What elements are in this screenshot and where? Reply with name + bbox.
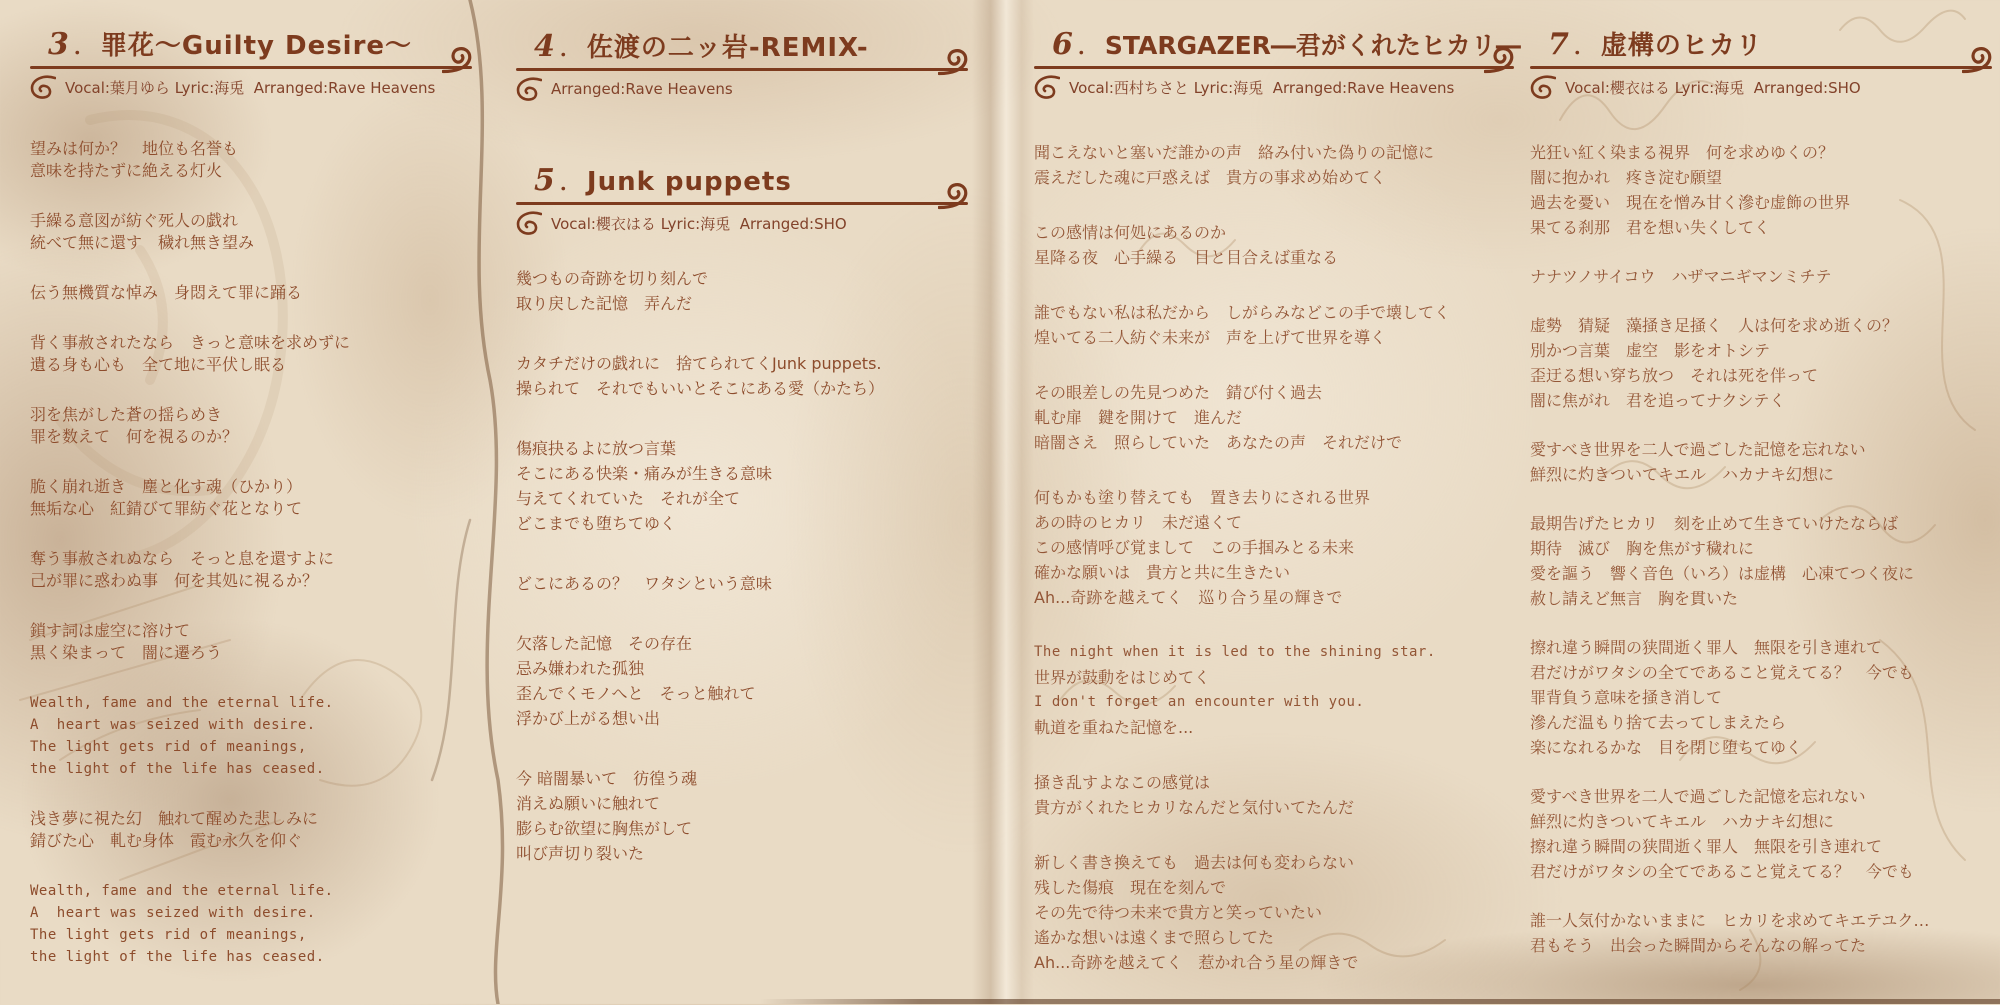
stanza (1034, 850, 1514, 975)
stanza (1034, 220, 1514, 270)
lyric-line: 貴方がくれたヒカリなんだと気付いてたんだ (1034, 798, 1355, 817)
stanza (1530, 264, 1992, 289)
stanza (1530, 635, 1992, 760)
lyric-line: 脆く崩れ逝き 塵と化す魂（ひかり） (30, 477, 303, 496)
column-track-7 (1530, 27, 1992, 982)
lyric-line: 与えてくれていた それが全て (516, 489, 741, 508)
lyric-line: 最期告げたヒカリ 刻を止めて生きていけたならば (1530, 514, 1899, 533)
track-title-text: Junk puppets (586, 167, 792, 197)
lyric-line: 果てる刹那 君を想い失くしてく (1530, 218, 1771, 237)
column-track-3 (30, 27, 472, 996)
lyric-line: 伝う無機質な悼み 身悶えて罪に踊る (30, 283, 303, 302)
stanza (30, 548, 472, 592)
number-separator: ． (1077, 35, 1101, 60)
lyric-line: A heart was seized with desire. (30, 717, 316, 733)
scan-edge-shadow (0, 999, 2000, 1004)
lyric-line: 世界が鼓動をはじめてく (1034, 668, 1211, 687)
lyric-line: 過去を憂い 現在を憎み甘く滲む虚飾の世界 (1530, 193, 1851, 212)
lyric-line: 掻き乱すよなこの感覚は (1034, 773, 1211, 792)
spiral-ornament-icon (516, 76, 542, 102)
lyric-line: 聞こえないと塞いだ誰かの声 絡み付いた偽りの記憶に (1034, 143, 1435, 162)
spiral-ornament-icon (938, 48, 972, 82)
stanza (1530, 784, 1992, 884)
lyric-line: 浅き夢に視た幻 触れて醒めた悲しみに (30, 809, 319, 828)
spiral-ornament-icon (516, 210, 542, 236)
lyric-line: 君もそう 出会った瞬間からそんなの解ってた (1530, 936, 1867, 955)
number-separator: ． (1573, 35, 1597, 60)
lyric-line: 闇に抱かれ 疼き淀む願望 (1530, 168, 1723, 187)
lyric-line: 愛すべき世界を二人で過ごした記憶を忘れない (1530, 440, 1866, 459)
track-credits-text: Vocal:櫻衣はる Lyric:海兎 Arranged:SHO (551, 214, 847, 233)
stanza (30, 692, 472, 780)
lyric-line: この感情呼び覚まして この手掴みとる未来 (1034, 538, 1355, 557)
spiral-ornament-icon (1034, 74, 1060, 100)
track-title (516, 163, 968, 202)
stanza (30, 808, 472, 852)
lyric-line: 闇に焦がれ 君を追ってナクシテく (1530, 391, 1786, 410)
stanza (1034, 640, 1514, 740)
lyric-line: この感情は何処にあるのか (1034, 223, 1227, 242)
lyric-line: 確かな願いは 貴方と共に生きたい (1034, 563, 1291, 582)
lyric-line: 遺る身も心も 全て地に平伏し眠る (30, 355, 287, 374)
lyric-line: 操られて それでもいいとそこにある愛（かたち） (516, 379, 885, 398)
stanza (1530, 908, 1992, 958)
track-title-text: 佐渡の二ッ岩-REMIX- (586, 33, 869, 63)
stanza (516, 631, 968, 731)
lyric-line: 己が罪に惑わぬ事 何を其処に視るか？ (30, 571, 319, 590)
lyric-line: 傷痕抉るよに放つ言葉 (516, 439, 677, 458)
lyric-line: 欠落した記憶 その存在 (516, 634, 693, 653)
stanza (516, 266, 968, 316)
lyric-line: 手繰る意図が紡ぐ死人の戯れ (30, 211, 239, 230)
lyric-line: 鮮烈に灼きついてキエル ハカナキ幻想に (1530, 465, 1835, 484)
lyric-line: カタチだけの戯れに 捨てられてくJunk puppets. (516, 354, 882, 373)
lyric-line: どこにあるの？ ワタシという意味 (516, 574, 772, 593)
lyric-line: 軋む扉 鍵を開けて 進んだ (1034, 408, 1243, 427)
lyric-line: 膨らむ欲望に胸焦がして (516, 819, 693, 838)
lyric-line: 無垢な心 紅錆びて罪紡ぐ花となりて (30, 499, 303, 518)
lyric-line: 楽になれるかな 目を閉じ堕ちてゆく (1530, 738, 1802, 757)
stanza (1530, 313, 1992, 413)
lyric-line: the light of the life has ceased. (30, 949, 325, 965)
lyric-line: Wealth, fame and the eternal life. (30, 883, 334, 899)
lyric-line: 羽を焦がした蒼の揺らめき (30, 405, 223, 424)
lyric-line: The night when it is led to the shining star. (1034, 644, 1436, 660)
lyric-line: 君だけがワタシの全てであること覚えてる？ 今でも (1530, 663, 1914, 682)
ornament-rule (30, 66, 472, 69)
track-credits (1034, 74, 1514, 100)
lyric-line: 期待 滅び 胸を焦がす穢れに (1530, 539, 1755, 558)
lyric-line: 罪を数えて 何を視るのか？ (30, 427, 239, 446)
lyric-line: その眼差しの先見つめた 錆び付く過去 (1034, 383, 1323, 402)
lyric-line: 幾つもの奇跡を切り刻んで (516, 269, 709, 288)
lyric-line: 罪背負う意味を掻き消して (1530, 688, 1723, 707)
lyric-line: ナナツノサイコウ ハザマニギマンミチテ (1530, 267, 1832, 286)
spiral-ornament-icon (938, 182, 972, 216)
track-credits (516, 76, 968, 102)
lyric-line: 軌道を重ねた記憶を... (1034, 718, 1194, 737)
lyric-line: 君だけがワタシの全てであること覚えてる？ 今でも (1530, 862, 1914, 881)
lyric-line: 滲んだ温もり捨て去ってしまえたら (1530, 713, 1787, 732)
lyric-line: 新しく書き換えても 過去は何も変わらない (1034, 853, 1355, 872)
track-title-text: 罪花〜Guilty Desire〜 (100, 31, 413, 61)
stanza (30, 332, 472, 376)
lyric-line: 黒く染まって 闇に遷ろう (30, 643, 223, 662)
lyric-line: 消えぬ願いに触れて (516, 794, 661, 813)
lyric-line: 愛を謳う 響く音色（いろ）は虚構 心凍てつく夜に (1530, 564, 1915, 583)
track-number: 3 (48, 27, 70, 62)
stanza (30, 880, 472, 968)
track-6-header (1034, 27, 1521, 100)
stanza (1034, 485, 1514, 610)
spiral-ornament-icon (1530, 74, 1556, 100)
lyric-line: 錆びた心 軋む身体 霞む永久を仰ぐ (30, 831, 303, 850)
lyric-line: 背く事赦されたなら きっと意味を求めずに (30, 333, 351, 352)
lyrics (516, 266, 968, 866)
track-5-header (516, 163, 968, 236)
track-title (1530, 27, 1992, 66)
track-number: 5 (534, 163, 556, 198)
lyric-line: 赦し請えど無言 胸を貫いた (1530, 589, 1739, 608)
stanza (30, 138, 472, 182)
track-number: 7 (1548, 27, 1570, 62)
lyric-line: 何もかも塗り替えても 置き去りにされる世界 (1034, 488, 1371, 507)
lyric-line: 望みは何か？ 地位も名誉も (30, 139, 239, 158)
lyric-line: あの時のヒカリ 未だ遠くて (1034, 513, 1243, 532)
stanza (1530, 511, 1992, 611)
lyrics (1034, 140, 1514, 975)
track-4-header (516, 29, 968, 102)
track-credits (30, 74, 472, 100)
lyric-line: 星降る夜 心手繰る 目と目合えば重なる (1034, 248, 1339, 267)
column-tracks-4-5 (516, 29, 968, 901)
number-separator: ． (73, 35, 97, 60)
ornament-rule (1034, 66, 1514, 69)
lyric-line: 遙かな想いは遠くまで照らしてた (1034, 928, 1275, 947)
lyric-line: 今 暗闇暴いて 彷徨う魂 (516, 769, 698, 788)
stanza (516, 436, 968, 536)
lyric-line: どこまでも堕ちてゆく (516, 514, 676, 533)
track-title (30, 27, 472, 66)
lyric-line: 鮮烈に灼きついてキエル ハカナキ幻想に (1530, 812, 1835, 831)
lyric-line: 浮かび上がる想い出 (516, 709, 661, 728)
lyric-line: 歪んでくモノへと そっと触れて (516, 684, 756, 703)
lyric-line: 光狂い紅く染まる視界 何を求めゆくの？ (1530, 143, 1835, 162)
lyric-line: I don't forget an encounter with you. (1034, 694, 1365, 710)
lyric-line: 擦れ違う瞬間の狭間逝く罪人 無限を引き連れて (1530, 837, 1883, 856)
lyrics (1530, 140, 1992, 958)
lyric-line: 忌み嫌われた孤独 (516, 659, 645, 678)
stanza (1034, 140, 1514, 190)
stanza (30, 404, 472, 448)
page-seam (972, 0, 1034, 1004)
lyric-line: 統べて無に還す 穢れ無き望み (30, 233, 255, 252)
lyric-line: 別かつ言葉 虚空 影をオトシテ (1530, 341, 1771, 360)
lyric-line: 残した傷痕 現在を刻んで (1034, 878, 1227, 897)
stanza (30, 282, 472, 304)
spiral-ornament-icon (1484, 46, 1518, 80)
stanza (30, 210, 472, 254)
lyric-line: 誰一人気付かないままに ヒカリを求めてキエテユク… (1530, 911, 1930, 930)
stanza (1530, 437, 1992, 487)
track-credits-text: Arranged:Rave Heavens (551, 80, 733, 98)
lyrics (30, 138, 472, 968)
spiral-ornament-icon (30, 74, 56, 100)
track-credits-text: Vocal:櫻衣はる Lyric:海兎 Arranged:SHO (1565, 78, 1861, 97)
track-number: 4 (534, 29, 556, 64)
lyric-line: 愛すべき世界を二人で過ごした記憶を忘れない (1530, 787, 1866, 806)
track-credits (1530, 74, 1992, 100)
lyric-line: 震えだした魂に戸惑えば 貴方の事求め始めてく (1034, 168, 1387, 187)
lyric-line: 奪う事赦されぬなら そっと息を還すよに (30, 549, 335, 568)
lyric-line: 鎖す詞は虚空に溶けて (30, 621, 191, 640)
lyric-line: 歪迂る想い穿ち放つ それは死を伴って (1530, 366, 1819, 385)
ornament-rule (516, 68, 968, 71)
lyric-line: 誰でもない私は私だから しがらみなどこの手で壊してく (1034, 303, 1451, 322)
ornament-rule (516, 202, 968, 205)
lyric-line: Ah...奇跡を越えてく 惹かれ合う星の輝きで (1034, 953, 1359, 972)
stanza (1530, 140, 1992, 240)
stanza (516, 571, 968, 596)
lyric-line: the light of the life has ceased. (30, 761, 325, 777)
stanza (30, 620, 472, 664)
track-3-header (30, 27, 472, 100)
number-separator: ． (559, 171, 583, 196)
track-7-header (1530, 27, 1992, 100)
stanza (516, 766, 968, 866)
track-title (1034, 27, 1521, 66)
track-credits-text: Vocal:西村ちさと Lyric:海兎 Arranged:Rave Heavens (1069, 78, 1455, 97)
stanza (1034, 770, 1514, 820)
stanza (516, 351, 968, 401)
stanza (1034, 300, 1514, 350)
lyric-line: Ah...奇跡を越えてく 巡り合う星の輝きで (1034, 588, 1343, 607)
lyric-line: A heart was seized with desire. (30, 905, 316, 921)
track-credits-text: Vocal:葉月ゆら Lyric:海兎 Arranged:Rave Heavens (65, 78, 436, 97)
lyric-line: 意味を持たずに絶える灯火 (30, 161, 223, 180)
lyric-line: Wealth, fame and the eternal life. (30, 695, 334, 711)
column-track-6 (1034, 27, 1521, 1005)
lyric-line: 擦れ違う瞬間の狭間逝く罪人 無限を引き連れて (1530, 638, 1883, 657)
track-number: 6 (1052, 27, 1074, 62)
stanza (30, 476, 472, 520)
ornament-rule (1530, 66, 1992, 69)
lyric-line: 取り戻した記憶 弄んだ (516, 294, 693, 313)
lyric-line: そこにある快楽・痛みが生きる意味 (516, 464, 773, 483)
lyric-line: The light gets rid of meanings, (30, 739, 307, 755)
lyric-line: 叫び声切り裂いた (516, 844, 645, 863)
lyric-line: 暗闇さえ 照らしていた あなたの声 それだけで (1034, 433, 1403, 452)
track-title-text: STARGAZER―君がくれたヒカリ― (1104, 31, 1521, 60)
track-title (516, 29, 968, 68)
spiral-ornament-icon (1962, 46, 1996, 80)
lyric-line: 煌いてる二人紡ぐ未来が 声を上げて世界を導く (1034, 328, 1387, 347)
track-credits (516, 210, 968, 236)
lyric-line: その先で待つ未来で貴方と笑っていたい (1034, 903, 1323, 922)
stanza (1034, 380, 1514, 455)
lyric-line: 虚勢 猜疑 藻掻き足掻く 人は何を求め逝くの？ (1530, 316, 1899, 335)
number-separator: ． (559, 37, 583, 62)
spiral-ornament-icon (442, 46, 476, 80)
track-title-text: 虚構のヒカリ (1600, 31, 1763, 61)
lyric-line: The light gets rid of meanings, (30, 927, 307, 943)
